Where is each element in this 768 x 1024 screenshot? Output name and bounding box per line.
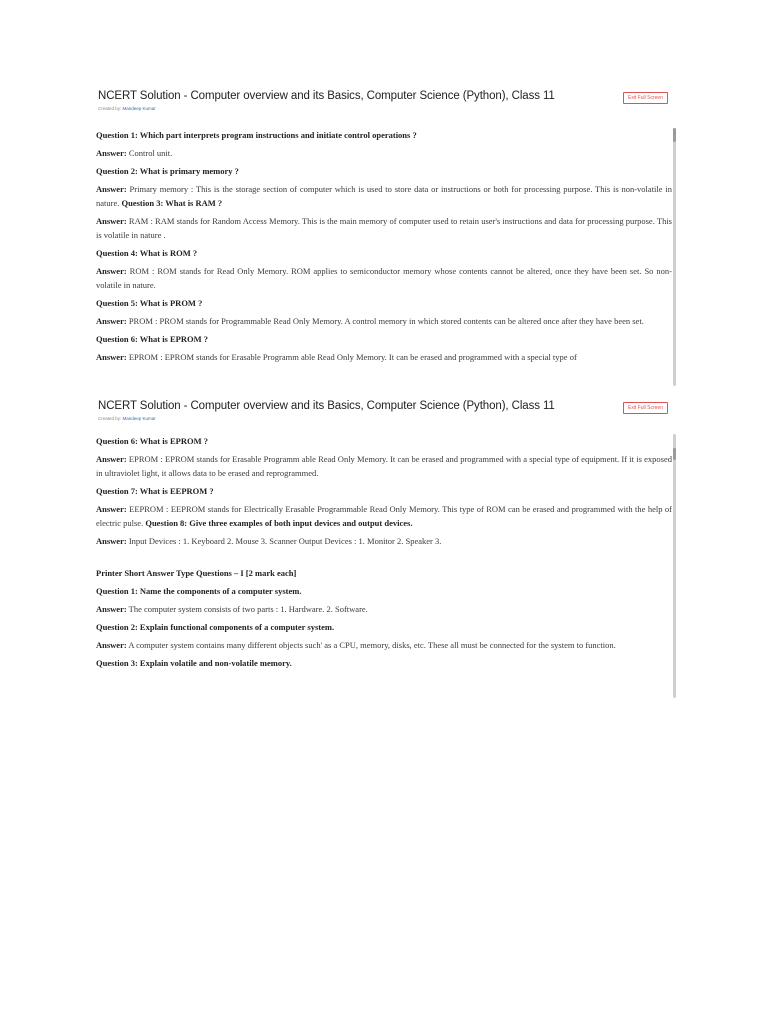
answer-body: RAM : RAM stands for Random Access Memory. This is the main memory of computer used to retain user's instructions and data for processing purpose. This is volatile in nature . (96, 216, 672, 240)
question-text: Printer Short Answer Type Questions – I [2 mark each] (96, 568, 297, 578)
answer-text (96, 502, 672, 530)
byline (98, 106, 156, 111)
qa-content (96, 128, 672, 386)
answer-text (96, 264, 672, 292)
question-text: Question 2: What is primary memory ? (96, 166, 239, 176)
answer-body: Primary memory : This is the storage section of computer which is used to store data or instructions or both for processing purpose. This is non-volatile in nature. (96, 184, 672, 208)
answer-label: Answer: (96, 216, 127, 226)
answer-body: EEPROM : EEPROM stands for Electrically Erasable Programmable Read Only Memory. This type of ROM can be erased and programmed with the help of electric pulse. (96, 504, 672, 528)
panel-header (96, 90, 676, 120)
answer-body: EPROM : EPROM stands for Erasable Programm able Read Only Memory. It can be erased and programmed with a special type of (126, 352, 577, 362)
answer-text (96, 146, 672, 160)
question-text: Question 5: What is PROM ? (96, 298, 203, 308)
question-text: Question 3: What is RAM ? (121, 198, 223, 208)
author-link[interactable]: Mandeep Kumar (122, 416, 156, 421)
answer-text (96, 638, 672, 652)
answer-body: ROM : ROM stands for Read Only Memory. ROM applies to semiconductor memory whose contents cannot be altered, once they have been set. So non-volatile in nature. (96, 266, 672, 290)
answer-body: PROM : PROM stands for Programmable Read Only Memory. A control memory in which stored contents can be altered once after they have been set. (126, 316, 644, 326)
answer-body: Input Devices : 1. Keyboard 2. Mouse 3. Scanner Output Devices : 1. Monitor 2. Speaker 3. (126, 536, 442, 546)
question-text: Question 4: What is ROM ? (96, 248, 198, 258)
question-text: Question 1: Which part interprets program instructions and initiate control operations ? (96, 130, 417, 140)
qa-content (96, 434, 672, 698)
page-title: NCERT Solution - Computer overview and its Basics, Computer Science (Python), Class 11 (98, 400, 555, 412)
scrollbar[interactable] (673, 128, 676, 386)
answer-body: EPROM : EPROM stands for Erasable Programm able Read Only Memory. It can be erased and programmed with a special type of equipment. If it is exposed in ultraviolet light, it allows data to be erased and reprogrammed. (96, 454, 672, 478)
answer-label: Answer: (96, 640, 127, 650)
answer-label: Answer: (96, 184, 127, 194)
created-by-label: Created by: (98, 106, 122, 111)
answer-text (96, 182, 672, 210)
question-text: Question 3: Explain volatile and non-volatile memory. (96, 658, 292, 668)
answer-body: The computer system consists of two parts : 1. Hardware. 2. Software. (126, 604, 368, 614)
answer-body: A computer system contains many different objects such' as a CPU, memory, disks, etc. These all must be connected for the system to function. (126, 640, 616, 650)
question-text: Question 7: What is EEPROM ? (96, 486, 214, 496)
answer-text (96, 214, 672, 242)
answer-label: Answer: (96, 504, 127, 514)
answer-body: Control unit. (126, 148, 173, 158)
answer-text (96, 534, 672, 548)
author-link[interactable]: Mandeep Kumar (122, 106, 156, 111)
answer-label: Answer: (96, 352, 127, 362)
question-text: Question 2: Explain functional components of a computer system. (96, 622, 335, 632)
answer-label: Answer: (96, 148, 127, 158)
created-by-label: Created by: (98, 416, 122, 421)
exit-full-screen-button[interactable]: Exit Full Screen (623, 402, 668, 414)
question-text: Question 1: Name the components of a computer system. (96, 586, 302, 596)
question-text: Question 8: Give three examples of both input devices and output devices. (145, 518, 413, 528)
byline (98, 416, 156, 421)
answer-text (96, 452, 672, 480)
question-text: Question 6: What is EPROM ? (96, 436, 209, 446)
answer-label: Answer: (96, 454, 127, 464)
question-text: Question 6: What is EPROM ? (96, 334, 209, 344)
answer-text (96, 602, 672, 616)
answer-text (96, 314, 672, 328)
exit-full-screen-button[interactable]: Exit Full Screen (623, 92, 668, 104)
solution-panel-2 (96, 400, 676, 700)
solution-panel-1 (96, 90, 676, 390)
answer-label: Answer: (96, 316, 127, 326)
answer-label: Answer: (96, 536, 127, 546)
scrollbar-thumb[interactable] (673, 448, 676, 460)
panel-header (96, 400, 676, 430)
answer-label: Answer: (96, 604, 127, 614)
page-title: NCERT Solution - Computer overview and its Basics, Computer Science (Python), Class 11 (98, 90, 555, 102)
answer-text (96, 350, 672, 364)
answer-label: Answer: (96, 266, 127, 276)
scrollbar-thumb[interactable] (673, 128, 676, 142)
scrollbar[interactable] (673, 434, 676, 698)
